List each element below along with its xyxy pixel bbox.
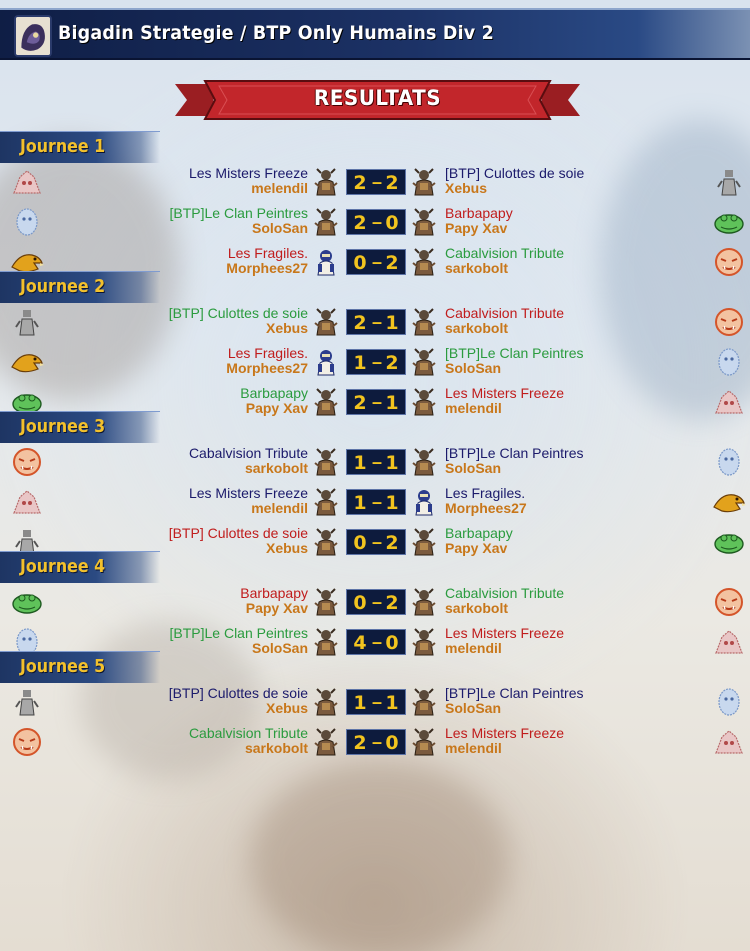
orc-player-icon [410,247,438,277]
orange-orc-logo [10,727,44,757]
home-team-name[interactable]: Cabalvision Tribute [188,445,308,461]
away-team-name[interactable]: Les Fragiles. [445,485,526,501]
orange-orc-logo [712,587,746,617]
journee-label: Journee 4 [20,556,106,577]
orc-player-icon [410,347,438,377]
orange-orc-logo [712,307,746,337]
away-coach-name[interactable]: Xebus [445,180,488,196]
score-separator: – [371,352,382,372]
away-team-name[interactable]: [BTP]Le Clan Peintres [445,445,584,461]
blue-ghost-logo [712,687,746,717]
away-score: 1 [385,312,399,334]
home-team-name[interactable]: Les Fragiles. [227,345,308,361]
grey-knight-logo [712,167,746,197]
match-row [0,445,750,479]
orc-player-icon [312,387,340,417]
home-team-name[interactable]: Barbapapy [240,385,308,401]
match-row [0,725,750,759]
orc-player-icon [312,587,340,617]
home-score: 0 [353,592,367,614]
match-row [0,205,750,239]
away-coach-name[interactable]: Papy Xav [445,540,508,556]
pink-skull-logo [10,487,44,517]
away-coach-name[interactable]: melendil [445,640,502,656]
away-score: 2 [385,352,399,374]
away-team-name[interactable]: Barbapapy [445,525,513,541]
orc-player-icon [410,387,438,417]
away-score: 1 [385,492,399,514]
home-coach-name[interactable]: SoloSan [251,640,308,656]
human-player-icon [312,347,340,377]
orc-player-icon [312,307,340,337]
score-separator: – [371,692,382,712]
away-score: 2 [385,252,399,274]
home-score: 0 [353,532,367,554]
away-score: 0 [385,632,399,654]
home-score: 1 [353,692,367,714]
away-coach-name[interactable]: melendil [445,400,502,416]
score-box [346,389,406,415]
away-team-name[interactable]: Les Misters Freeze [445,385,565,401]
home-coach-name[interactable]: sarkobolt [244,460,308,476]
score-separator: – [371,632,382,652]
home-coach-name[interactable]: melendil [251,500,308,516]
score-separator: – [371,312,382,332]
home-score: 2 [353,392,367,414]
score-box [346,349,406,375]
score-box [346,489,406,515]
home-score: 1 [353,492,367,514]
away-score: 1 [385,692,399,714]
away-team-name[interactable]: Les Misters Freeze [445,625,565,641]
home-coach-name[interactable]: Morphees27 [226,360,308,376]
match-row [0,345,750,379]
away-score: 2 [385,592,399,614]
blue-ghost-logo [712,447,746,477]
score-separator: – [371,392,382,412]
away-team-name[interactable]: Cabalvision Tribute [445,305,565,321]
match-row [0,305,750,339]
orc-player-icon [410,627,438,657]
orc-player-icon [410,527,438,557]
orc-player-icon [312,487,340,517]
orc-player-icon [410,207,438,237]
orc-player-icon [410,307,438,337]
score-separator: – [371,252,382,272]
away-team-name[interactable]: Cabalvision Tribute [445,585,565,601]
home-coach-name[interactable]: Papy Xav [245,600,308,616]
score-box [346,629,406,655]
away-coach-name[interactable]: Morphees27 [445,500,527,516]
away-team-name[interactable]: Barbapapy [445,205,513,221]
away-score: 0 [385,732,399,754]
away-score: 1 [385,392,399,414]
match-row [0,685,750,719]
home-score: 1 [353,352,367,374]
banner-title: RESULTATS [313,86,442,110]
home-team-name[interactable]: [BTP]Le Clan Peintres [169,625,308,641]
journee-header [0,271,160,303]
orc-player-icon [312,527,340,557]
home-team-name[interactable]: [BTP] Culottes de soie [168,305,308,321]
away-score: 2 [385,532,399,554]
journee-header [0,411,160,443]
orc-player-icon [312,167,340,197]
match-row [0,485,750,519]
match-row [0,165,750,199]
score-separator: – [371,452,382,472]
pink-skull-logo [712,727,746,757]
home-score: 0 [353,252,367,274]
score-box [346,449,406,475]
orc-player-icon [410,727,438,757]
away-score: 1 [385,452,399,474]
page-header [0,8,750,60]
away-team-name[interactable]: [BTP]Le Clan Peintres [445,345,584,361]
home-team-name[interactable]: Cabalvision Tribute [188,725,308,741]
golden-eagle-logo [10,347,44,377]
score-box [346,529,406,555]
home-coach-name[interactable]: Xebus [265,700,308,716]
league-logo-icon [14,15,52,57]
orc-player-icon [410,447,438,477]
away-team-name[interactable]: Cabalvision Tribute [445,245,565,261]
score-box [346,729,406,755]
golden-eagle-logo [712,487,746,517]
score-box [346,589,406,615]
pink-skull-logo [10,167,44,197]
results-banner [175,78,580,122]
green-frog-logo [712,207,746,237]
orc-player-icon [312,627,340,657]
home-score: 2 [353,212,367,234]
away-team-name[interactable]: [BTP]Le Clan Peintres [445,685,584,701]
away-coach-name[interactable]: SoloSan [445,700,502,716]
home-coach-name[interactable]: SoloSan [251,220,308,236]
score-separator: – [371,212,382,232]
home-team-name[interactable]: [BTP]Le Clan Peintres [169,205,308,221]
score-separator: – [371,492,382,512]
score-separator: – [371,592,382,612]
score-separator: – [371,532,382,552]
orc-player-icon [312,687,340,717]
away-score: 0 [385,212,399,234]
human-player-icon [312,247,340,277]
away-team-name[interactable]: [BTP] Culottes de soie [445,165,585,181]
away-coach-name[interactable]: sarkobolt [445,260,509,276]
home-coach-name[interactable]: sarkobolt [244,740,308,756]
grey-knight-logo [10,307,44,337]
background-art [250,760,510,951]
home-score: 2 [353,312,367,334]
blue-ghost-logo [10,207,44,237]
away-coach-name[interactable]: sarkobolt [445,600,509,616]
home-coach-name[interactable]: Xebus [265,540,308,556]
home-coach-name[interactable]: Morphees27 [226,260,308,276]
journee-header [0,551,160,583]
match-row [0,585,750,619]
home-score: 1 [353,452,367,474]
score-separator: – [371,172,382,192]
score-box [346,309,406,335]
home-team-name[interactable]: Les Misters Freeze [188,165,308,181]
journee-header [0,651,160,683]
orc-player-icon [312,207,340,237]
journee-label: Journee 5 [20,656,106,677]
green-frog-logo [10,587,44,617]
away-coach-name[interactable]: SoloSan [445,360,502,376]
journee-label: Journee 1 [20,136,106,157]
journee-header [0,131,160,163]
away-coach-name[interactable]: SoloSan [445,460,502,476]
home-coach-name[interactable]: Xebus [265,320,308,336]
orc-player-icon [312,727,340,757]
home-score: 4 [353,632,367,654]
away-coach-name[interactable]: sarkobolt [445,320,509,336]
away-score: 2 [385,172,399,194]
home-score: 2 [353,172,367,194]
home-coach-name[interactable]: melendil [251,180,308,196]
orc-player-icon [410,687,438,717]
home-score: 2 [353,732,367,754]
away-team-name[interactable]: Les Misters Freeze [445,725,565,741]
orange-orc-logo [10,447,44,477]
journee-label: Journee 2 [20,276,106,297]
home-team-name[interactable]: [BTP] Culottes de soie [168,525,308,541]
blue-ghost-logo [712,347,746,377]
orc-player-icon [312,447,340,477]
green-frog-logo [712,527,746,557]
pink-skull-logo [712,627,746,657]
pink-skull-logo [712,387,746,417]
away-coach-name[interactable]: Papy Xav [445,220,508,236]
grey-knight-logo [10,687,44,717]
score-box [346,249,406,275]
orc-player-icon [410,587,438,617]
orange-orc-logo [712,247,746,277]
home-team-name[interactable]: Les Misters Freeze [188,485,308,501]
home-team-name[interactable]: [BTP] Culottes de soie [168,685,308,701]
score-box [346,209,406,235]
score-box [346,689,406,715]
home-team-name[interactable]: Les Fragiles. [227,245,308,261]
home-coach-name[interactable]: Papy Xav [245,400,308,416]
orc-player-icon [410,167,438,197]
score-separator: – [371,732,382,752]
home-team-name[interactable]: Barbapapy [240,585,308,601]
journee-label: Journee 3 [20,416,106,437]
away-coach-name[interactable]: melendil [445,740,502,756]
score-box [346,169,406,195]
human-player-icon [410,487,438,517]
page-title: Bigadin Strategie / BTP Only Humains Div 2 [58,22,494,44]
